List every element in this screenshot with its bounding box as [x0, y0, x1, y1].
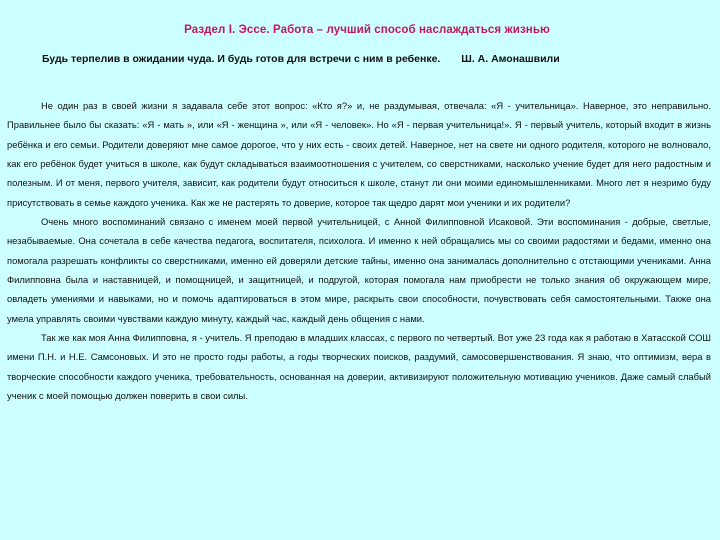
paragraph-1: Не один раз в своей жизни я задавала себе этот вопрос: «Кто я?» и, не раздумывая, отвечала: «Я - учительница». Наверное, это неправильно. Правильнее было бы сказать: «Я - мать », или «Я - женщина », или «Я - человек». Но «Я - первая учительница!». Я - первый учитель, который входит в жизнь ребёнка и его семьи. Родители доверяют мне самое дорогое, что у них есть - своих детей. Наверное, нет на свете ни одного родителя, которого не волновало, как его ребёнок будет учиться в школе, как будут складываться взаимоотношения с учителем, со сверстниками, насколько учение будет для него радостным и полезным. И от меня, первого учителя, зависит, как родители будут относиться к школе, станут ли они моими единомышленниками. Много лет я незримо буду присутствовать в семье каждого ученика. Как же не растерять то доверие, которое так щедро дарят мои ученики и их родители? — [7, 100, 711, 208]
paragraph-3: Так же как моя Анна Филипповна, я - учитель. Я преподаю в младших классах, с первого по четвертый. Вот уже 23 года как я работаю в Хатасской СОШ имени П.Н. и Н.Е. Самсоновых. И это не просто годы работы, а годы творческих поисков, раздумий, самосовершенствования. Я знаю, что оптимизм, вера в творческие способности каждого ученика, требовательность, основанная на доверии, активизируют положительную мотивацию учеников. Даже самый слабый ученик с моей помощью должен поверить в свои силы. — [7, 332, 711, 402]
epigraph-quote: Будь терпелив в ожидании чуда. И будь готов для встречи с ним в ребенке. — [42, 53, 441, 65]
epigraph-author: Ш. А. Амонашвили — [461, 53, 560, 65]
page-title: Раздел I. Эссе. Работа – лучший способ наслаждаться жизнью — [184, 24, 550, 36]
essay-body — [7, 96, 711, 406]
paragraph-2: Очень много воспоминаний связано с именем моей первой учительницей, с Анной Филипповной Исаковой. Эти воспоминания - добрые, светлые, незабываемые. Она сочетала в себе качества педагога, воспитателя, психолога. И именно к ней обращались мы со своими радостями и бедами, именно она помогала разрешать конфликты со сверстниками, именно ей доверяли детские тайны, именно она занималась дополнительно с отстающими учениками. Анна Филипповна была и наставницей, и помощницей, и защитницей, и подругой, которая помогала нам приобрести не только знания об окружающем мире, овладеть умениями и навыками, но и помочь адаптироваться в этом мире, раскрыть свои способности, почувствовать себя самостоятельными. Также она умела управлять своими чувствами каждую минуту, каждый час, каждый день общения с нами. — [7, 216, 711, 324]
epigraph — [42, 53, 560, 65]
